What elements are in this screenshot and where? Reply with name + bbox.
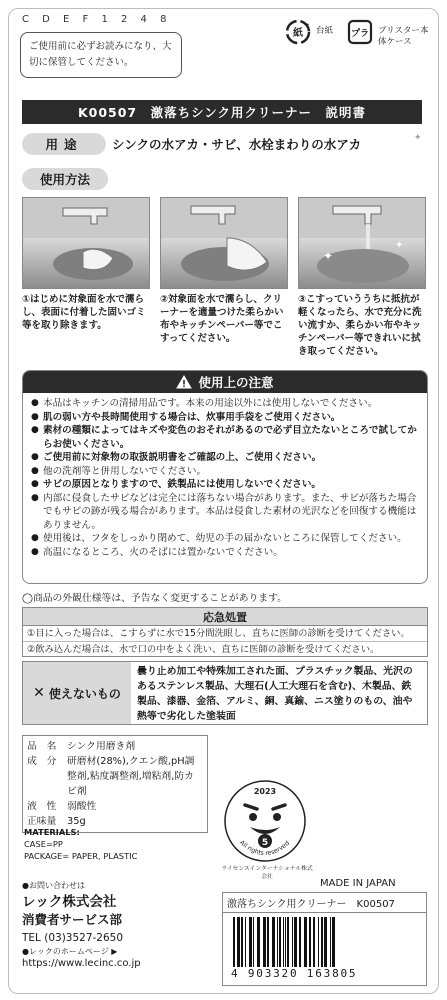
contact-block	[22, 880, 141, 971]
barcode-icon	[231, 917, 417, 967]
materials-package: PACKAGE= PAPER, PLASTIC	[24, 851, 138, 861]
barcode-bar	[304, 917, 307, 967]
cross-icon: ✕	[33, 685, 45, 701]
spec-key: 液 性	[27, 801, 57, 812]
cloth-scrub-icon	[161, 198, 288, 289]
usage-label: 用途	[22, 133, 106, 155]
caution-item: ● 使用後は、フタをしっかり閉めて、幼児の手の届かないところに保管してください。	[31, 532, 421, 546]
spec-row	[27, 799, 203, 814]
cannot-use-label-box	[23, 662, 131, 724]
barcode-bar	[321, 917, 323, 967]
caution-item: ● 素材の種類によってはキズや変色のおそれがあるので必ず目立たないところで試してからお使いください。	[31, 424, 421, 451]
method-steps	[22, 197, 426, 358]
cannot-use-section	[22, 661, 428, 725]
barcode-bar	[245, 917, 246, 967]
homepage-url[interactable]: https://www.lecinc.co.jp	[22, 958, 141, 969]
barcode-bar	[263, 917, 266, 967]
homepage-label: ●レックのホームページ ▶	[22, 947, 118, 956]
recycle-paper-label: 台紙	[316, 26, 334, 36]
materials-title: MATERIALS:	[24, 827, 80, 837]
barcode-bar	[330, 917, 331, 967]
print-codes: C D E F 1 2 4 8	[22, 14, 172, 25]
sparkle-icon: ✦	[414, 133, 422, 143]
caution-title: 使用上の注意	[198, 375, 274, 390]
barcode-bar	[272, 917, 275, 967]
first-aid-eye: ①目に入った場合は、こすらずに水で15分間洗眼し、直ちに医師の診断を受けてください。	[27, 628, 410, 639]
recycle-arrow-icon	[284, 18, 312, 46]
barcode-product-name: 激落ちシンク用クリーナー K00507	[223, 893, 426, 913]
first-aid-title: 応急処置	[23, 608, 427, 626]
usage-section	[22, 132, 422, 156]
step-1-illustration	[22, 197, 150, 289]
recycle-plastic-glyph: プラ	[350, 29, 370, 39]
barcode-bar	[299, 917, 301, 967]
usage-text: シンクの水アカ・サビ、水栓まわりの水アカ	[112, 137, 362, 152]
barcode-bar	[332, 917, 335, 967]
product-spec-table	[22, 735, 208, 833]
svg-text:✦: ✦	[323, 249, 334, 263]
caution-item: ● 他の洗剤等と併用しないでください。	[31, 465, 421, 479]
barcode-bar	[287, 917, 289, 967]
caution-item: ● サビの原因となりますので、鉄製品には使用しないでください。	[31, 478, 421, 492]
step-3-text: ③こすっていううちに抵抗が軽くなったら、水で充分に洗い流すか、柔らかい布やキッチンペーパー等できれいに拭き取ってください。	[298, 294, 422, 357]
recycle-paper-glyph: 紙	[293, 28, 303, 39]
materials-case: CASE=PP	[24, 839, 63, 849]
spec-value: シンク用磨き剤	[67, 741, 136, 752]
cannot-use-text: 曇り止め加工や特殊加工された面、プラスチック製品、光沢のあるステンレス製品、大理石(人工大理石を含む)、木製品、鉄製品、漆器、金箔、アルミ、銅、真鍮、ニス塗りのもの、油や熱等で劣化した塗装面	[137, 666, 413, 722]
spec-key: 成 分	[27, 756, 57, 767]
step-1-text: ①はじめに対象面を水で濡らし、表面に付着した固いゴミ等を取り除きます。	[22, 294, 146, 331]
recycle-plastic-label: ブリスター本体ケース	[378, 26, 429, 47]
barcode-bar	[279, 917, 281, 967]
faucet-rinse-icon	[23, 198, 150, 289]
spec-change-note: ◯商品の外観仕様等は、予告なく変更することがあります。	[22, 593, 287, 604]
spec-row	[27, 754, 203, 799]
barcode-digits: 4 903320 163805	[231, 967, 358, 980]
caution-item: ● ご使用前に対象物の取扱説明書をご確認の上、ご使用ください。	[31, 451, 421, 465]
caution-header	[23, 371, 427, 393]
sparkling-sink-icon	[299, 198, 426, 289]
spec-key: 品 名	[27, 741, 57, 752]
barcode-bar	[267, 917, 269, 967]
recycle-plastic-icon	[346, 18, 374, 46]
barcode-bar	[257, 917, 260, 967]
svg-text:✦: ✦	[395, 240, 404, 251]
barcode-bar	[283, 917, 284, 967]
mascot-rights: All rights reserved	[238, 839, 292, 858]
step-2	[160, 197, 288, 358]
barcode-bar	[237, 917, 240, 967]
spec-key: 正味量	[27, 816, 57, 827]
caution-item: ● 高温になるところ、火のそばには置かないでください。	[31, 546, 421, 560]
warning-icon	[176, 375, 192, 389]
mascot-caption: ライセンスインターナショナル株式会社	[221, 866, 313, 880]
materials-block	[24, 826, 137, 862]
first-aid-swallow: ②飲み込んだ場合は、水で口の中をよく洗い、直ちに医師の診断を受けてください。	[23, 641, 427, 656]
step-2-text: ②対象面を水で濡らし、クリーナーを適量つけた柔らかい布やキッチンペーパー等でこすってください。	[160, 294, 284, 344]
barcode-bar	[318, 917, 319, 967]
spec-value: 弱酸性	[67, 801, 97, 812]
cannot-use-label: 使えないもの	[48, 686, 121, 701]
mascot-logo	[220, 775, 310, 867]
read-before-use-notice: ご使用前に必ずお読みになり、大切に保管してください。	[20, 32, 182, 78]
caution-item: ● 肌の弱い方や長時間使用する場合は、炊事用手袋をご使用ください。	[31, 411, 421, 425]
made-in-label: MADE IN JAPAN	[320, 878, 396, 889]
phone-number: TEL (03)3527-2650	[22, 932, 124, 944]
barcode-bar	[292, 917, 293, 967]
caution-section	[22, 370, 428, 584]
barcode-bar	[253, 917, 254, 967]
mascot-year: 2023	[253, 787, 277, 796]
barcode-bar	[324, 917, 327, 967]
caution-item: ● 内部に侵食したサビなどは完全には落ちない場合があります。また、サビが落ちた場合でもサビの跡が残る場合があります。本品は侵食した素材の光沢などを回復する機能はありません。	[31, 492, 421, 533]
mascot-number: 5	[261, 838, 269, 848]
barcode-bar	[313, 917, 315, 967]
spec-value: 35g	[67, 816, 86, 827]
caution-list	[23, 393, 427, 559]
caution-item: ● 本品はキッチンの清掃用品です。本来の用途以外には使用しないでください。	[31, 397, 421, 411]
department-name: 消費者サービス部	[22, 912, 123, 927]
barcode-bar	[309, 917, 311, 967]
step-3-illustration	[298, 197, 426, 289]
method-label: 使用方法	[22, 168, 108, 190]
first-aid-section	[22, 607, 428, 657]
step-2-illustration	[160, 197, 288, 289]
barcode-bar	[241, 917, 243, 967]
barcode-bar	[277, 917, 278, 967]
spec-value: 研磨材(28%),クエン酸,pH調整剤,粘度調整剤,増粘剤,防カビ剤	[67, 756, 195, 797]
barcode-bar	[233, 917, 235, 967]
step-1	[22, 197, 150, 358]
step-3	[298, 197, 426, 358]
inquiry-label: ●お問い合わせは	[22, 881, 85, 890]
spec-row	[27, 739, 203, 754]
barcode-bar	[294, 917, 297, 967]
company-name: レック株式会社	[22, 894, 117, 910]
barcode-box	[222, 892, 427, 986]
barcode-bar	[249, 917, 252, 967]
barcode-bar	[285, 917, 286, 967]
manual-title: K00507 激落ちシンク用クリーナー 説明書	[22, 100, 422, 124]
